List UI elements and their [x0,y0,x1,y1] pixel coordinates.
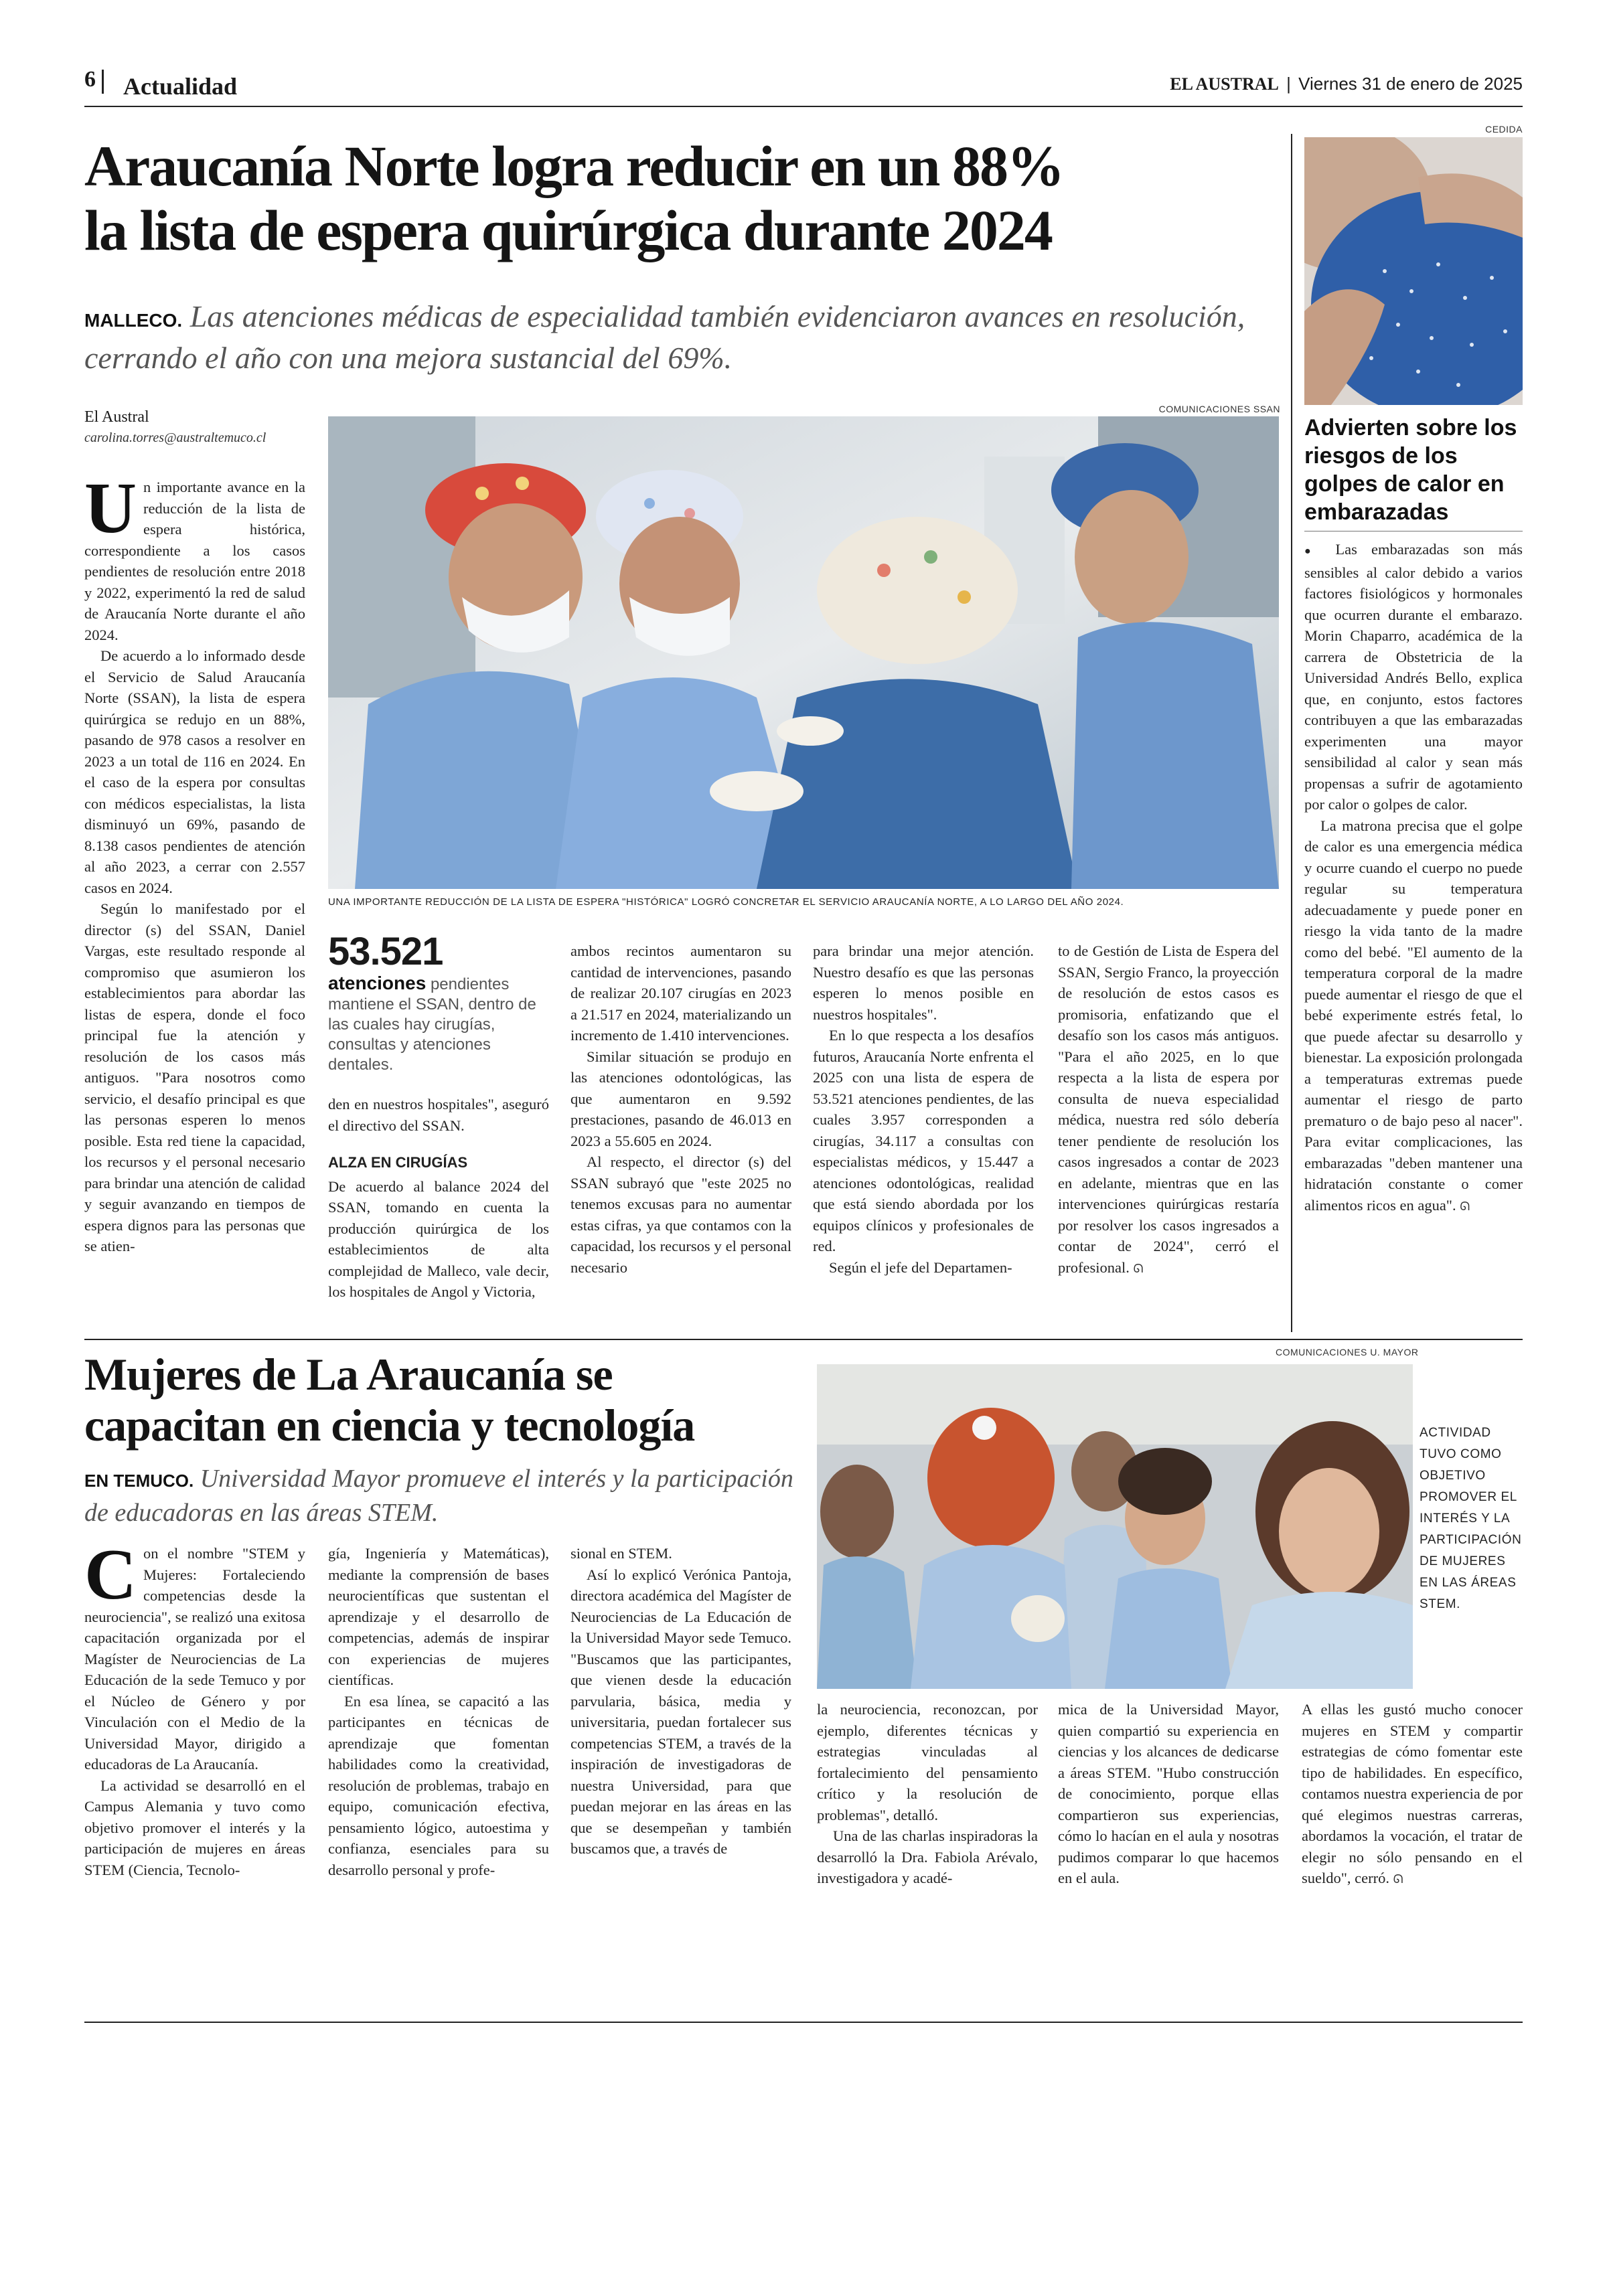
subhead: ALZA EN CIRUGÍAS [328,1154,468,1171]
sidebar-body [1304,539,1523,1217]
headline-line-2: la lista de espera quirúrgica durante 2024 [84,198,1052,262]
photo-caption: UNA IMPORTANTE REDUCCIÓN DE LA LISTA DE ESPERA "HISTÓRICA" LOGRÓ CONCRETAR EL SERVICIO ARAUCANÍA NORTE, A LO LARGO DEL AÑO 2024. [328,896,1124,908]
kicker: EN TEMUCO. [84,1471,194,1491]
header-rule [84,106,1523,107]
author-email: carolina.torres@australtemuco.cl [84,430,266,445]
sidebar-photo-credit: CEDIDA [1485,124,1523,135]
section-label: Actualidad [123,73,238,100]
paragraph: ● Las embarazadas son más sensibles al calor debido a varios factores fisiológicos y hormonales que ocurren durante el embarazo. Morin Chaparro, académica de la carrera de Obstetricia de la Universidad Andrés Bello, explica que, en conjunto, estos factores contribuyen a que las embarazadas experimenten una mayor sensibilidad al calor y sean más propensas a sufrir de agotamiento por calor o golpes de calor. [1304,541,1523,813]
paragraph: para brindar una mejor atención. Nuestro desafío es que las personas esperen lo menos posible en nuestros hospitales". [813,942,1034,1023]
article2-column-1 [84,1535,305,1880]
end-mark-icon: ᘏ [1460,1199,1470,1214]
paragraph: ambos recintos aumentaron su cantidad de intervenciones, pasando de realizar 20.107 cirugías en 2023 a 21.517 en 2024, materializando un incremento de 1.410 intervenciones. [570,942,791,1044]
photo-credit: COMUNICACIONES SSAN [1158,404,1280,414]
article2-column-6 [1302,1699,1523,1890]
article1-column-5 [1058,940,1279,1279]
deck-text: Universidad Mayor promueve el interés y la participación de educadoras en las áreas STEM. [84,1465,793,1527]
date: Viernes 31 de enero de 2025 [1298,74,1523,94]
end-mark-icon: ᘏ [1393,1872,1403,1886]
deck [84,298,1276,377]
stat-description: pendientes mantiene el SSAN, dentro de las cuales hay cirugías, consultas y atenciones dentales. [328,975,536,1074]
dropcap: U [84,469,137,548]
paragraph: mica de la Universidad Mayor, quien compartió su experiencia en ciencias y los alcances de dedicarse a áreas STEM. "Hubo construcción de conocimiento, porque ellas compartieron sus experiencias, cómo lo hacían en el aula y nosotras pudimos comparar lo que hacemos en el aula. [1058,1701,1279,1886]
paragraph: to de Gestión de Lista de Espera del SSAN, Sergio Franco, la proyección de resolución de estos casos es promisoria, enfatizando que el desafío son los casos más antiguos. "Para el año 2025, en lo que respecta a la lista de espera por consulta de nueva especialidad médica, nuestra red sólo debería tener pendiente de resolución los casos ingresados a contar de 2023 en adelante, mientras que en las intervenciones quirúrgicas restaría por resolver los casos ingresados a contar de 2024", cerró el profesional. ᘏ [1058,942,1279,1276]
headline-line-1: Araucanía Norte logra reducir en un 88% [84,134,1063,198]
article2-column-5 [1058,1699,1279,1889]
dropcap: C [84,1535,137,1615]
headline-line-2: capacitan en ciencia y tecnología [84,1400,695,1451]
page-number: 6 [84,67,96,92]
paragraph: Así lo explicó Verónica Pantoja, directora académica del Magíster de Neurociencias de La Educación de la Universidad Mayor sede Temuco. "Buscamos que las participantes, que vienen desde la educación parvularia, básica, media y universitaria, puedan fortalecer sus competencias STEM, a través de la inspiración de investigadoras de nuestra Universidad, para que puedan mejorar en las áreas en las que se desempeñan y también buscamos que, a través de [570,1566,791,1857]
paragraph: La actividad se desarrolló en el Campus Alemania y tuvo como objetivo promover el interés y la participación de mujeres en áreas STEM (Ciencia, Tecnolo- [84,1777,305,1878]
paragraph: Según lo manifestado por el director (s) del SSAN, Daniel Vargas, este resultado responde al compromiso que asumieron los establecimientos para abordar las listas de espera, donde el foco principal fue la atención y resolución de los casos más antiguos. "Para nosotros como servicio, el desafío principal es que las personas esperen lo menos posible. Esta red tiene la capacidad, los recursos y el personal necesario para brindar una atención de calidad y seguir avanzando en tiempos de espera dignos para las personas que se atien- [84,900,305,1254]
paragraph: la neurociencia, reconozcan, por ejemplo, diferentes técnicas y estrategias vinculadas al fortalecimiento del pensamiento crítico y la resolución de problemas", detalló. [817,1701,1038,1823]
paragraph: n importante avance en la reducción de la lista de espera histórica, correspondiente a los casos pendientes de resolución entre 2018 y 2022, experimentó la red de salud de Araucanía Norte durante el año 2024. [84,479,305,643]
paragraph: A ellas les gustó mucho conocer mujeres en STEM y compartir estrategias de cómo fomentar este tipo de habilidades. En específico, contamos nuestra experiencia de por qué elegimos nuestras carreras, abordamos la vocación, el tratar de elegir no sólo pensando en el sueldo", cerró. ᘏ [1302,1701,1523,1886]
paragraph: Similar situación se produjo en las atenciones odontológicas, las que aumentaron en 9.592 prestaciones, pasando de 46.013 en 2023 a 55.605 en 2024. [570,1048,791,1149]
paragraph: Al respecto, el director (s) del SSAN subrayó que "este 2025 no tenemos excusas para no aumentar estas cifras, ya que contamos con la capacidad, los recursos y el personal necesario [570,1153,791,1276]
article1-column-1 [84,469,305,1257]
article2-deck [84,1463,808,1529]
stat-number: 53.521 [328,930,443,973]
paragraph: on el nombre "STEM y Mujeres: Fortaleciendo competencias desde la neurociencia", se realizó una exitosa capacitación organizada por el Magíster de Neurociencias de La Educación de la sede Temuco y por el Núcleo de Género y por Vinculación con el Medio de la Universidad Mayor, dirigido a educadoras de La Araucanía. [84,1545,305,1773]
paragraph: En esa línea, se capacitó a las participantes en técnicas de aprendizaje que fomentan habilidades como la creatividad, resolución de problemas, trabajo en equipo, comunicación efectiva, pensamiento lógico, autoestima y confianza, esenciales para su desarrollo personal y profe- [328,1692,549,1878]
paragraph: La matrona precisa que el golpe de calor es una emergencia médica y ocurre cuando el cuerpo no puede regular su temperatura adecuadamente y puede poner en riesgo la vida tanto de la madre como del bebé. "El aumento de la temperatura corporal de la madre puede aumentar el riesgo de que el bebé experimente estrés fetal, lo que puede afectar su desarrollo y bienestar. La exposición prolongada a temperaturas extremas puede aumentar el riesgo de parto prematuro o de bajo peso al nacer". Para evitar complicaciones, las embarazadas "deben mantener una hidratación constante o comer alimentos ricos en agua". ᘏ [1304,817,1523,1214]
deck-text: Las atenciones médicas de especialidad también evidenciaron avances en resolución, cerrando el año con una mejora sustancial del 69%. [84,299,1245,375]
article2-headline [84,1349,808,1451]
paragraph: Según el jefe del Departamen- [829,1258,1012,1276]
paragraph: Una de las charlas inspiradoras la desarrolló la Dra. Fabiola Arévalo, investigadora y acadé- [817,1827,1038,1886]
paragraph: De acuerdo a lo informado desde el Servicio de Salud Araucanía Norte (SSAN), la lista de espera quirúrgica se redujo en un 88%, pasando de 978 casos a resolver en 2023 a un total de 116 en 2024. En el caso de la espera por consultas con médicos especialistas, la lista disminuyó un 69%, pasando de 8.138 casos pendientes de atención al año 2023, a cerrar con 2.557 casos en 2024. [84,647,305,896]
article1-column-2 [328,1094,549,1303]
photo-credit: COMUNICACIONES U. MAYOR [1276,1347,1419,1358]
masthead-date: EL AUSTRAL | Viernes 31 de enero de 2025 [1170,74,1523,94]
article-divider [84,1339,1523,1340]
paragraph: En lo que respecta a los desafíos futuros, Araucanía Norte enfrenta el 2025 con una lista de espera de 53.521 atenciones pendientes, de las cuales 3.957 corresponden a cirugías, 34.117 a consultas con especialistas médicos, y 15.447 a atenciones odontológicas, realidad que está siendo abordada por los equipos clínicos y profesionales de red. [813,1027,1034,1254]
paragraph: sional en STEM. [570,1545,672,1562]
article2-column-4 [817,1699,1038,1889]
pregnancy-photo [1304,137,1523,405]
surgery-photo [328,416,1279,889]
sidebar-divider [1291,134,1292,1332]
stem-photo [817,1364,1413,1689]
kicker: MALLECO. [84,310,183,331]
stat-label: atenciones [328,973,427,993]
masthead: EL AUSTRAL [1170,74,1279,94]
paragraph: den en nuestros hospitales", aseguró el directivo del SSAN. [328,1096,549,1134]
sidebar-headline: Advierten sobre los riesgos de los golpes de calor en embarazadas [1304,415,1517,525]
footer-rule [84,2022,1523,2023]
end-mark-icon: ᘏ [1133,1261,1144,1276]
byline: El Austral [84,408,149,426]
stem-image [817,1364,1413,1689]
article1-column-3 [570,940,791,1278]
stat-box [328,930,549,1075]
bullet-icon: ● [1304,546,1322,557]
article1-column-4 [813,940,1034,1278]
paragraph: gía, Ingeniería y Matemáticas), mediante la comprensión de bases neurocientíficas que sustentan el aprendizaje y el desarrollo de competencias, además de inspirar con experiencias de mujeres científicas. [328,1545,549,1688]
headline-line-1: Mujeres de La Araucanía se [84,1349,613,1400]
photo-caption: ACTIVIDAD TUVO COMO OBJETIVO PROMOVER EL INTERÉS Y LA PARTICIPACIÓN DE MUJERES EN LAS ÁREAS STEM. [1420,1426,1522,1611]
surgery-image [328,416,1279,889]
article2-column-3 [570,1543,791,1860]
paragraph: De acuerdo al balance 2024 del SSAN, tomando en cuenta la producción quirúrgica de los establecimientos de alta complejidad de Malleco, vale decir, los hospitales de Angol y Victoria, [328,1177,549,1300]
article2-column-2 [328,1543,549,1880]
headline [84,134,1276,262]
pregnancy-image [1304,137,1523,405]
